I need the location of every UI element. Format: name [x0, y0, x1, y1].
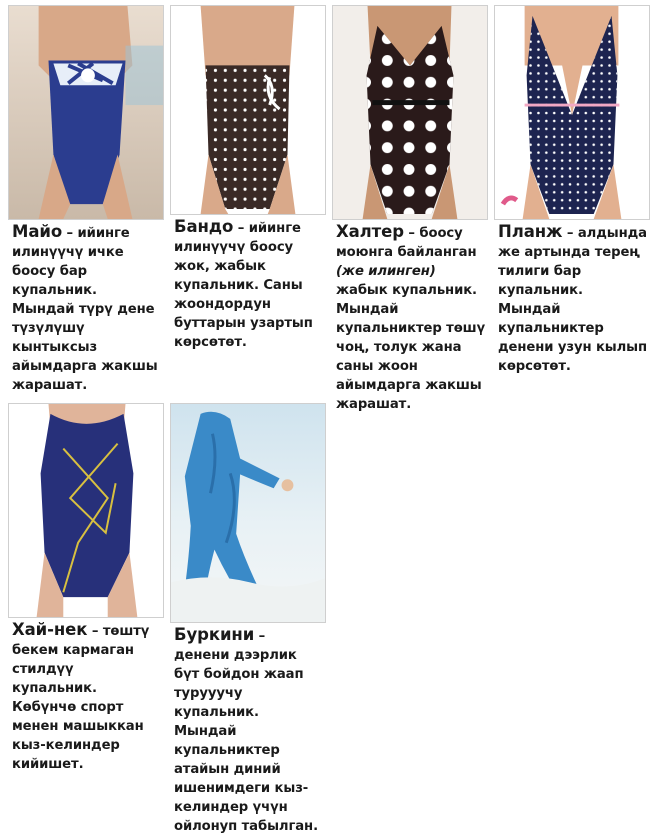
halter-text: – боосу моюнга байланган	[336, 226, 477, 260]
plunge-illustration	[495, 6, 649, 219]
halter-caption	[336, 222, 486, 414]
swimsuit-card-high-neck	[8, 403, 164, 772]
swimsuit-card-plunge	[494, 5, 650, 375]
halter-term: Халтер	[336, 222, 404, 241]
plunge-photo	[494, 5, 650, 220]
bando-illustration	[171, 6, 325, 214]
halter-text-italic: (же илинген)	[336, 264, 436, 279]
high-neck-illustration	[9, 404, 163, 617]
burkini-caption	[174, 625, 324, 836]
halter-illustration	[333, 6, 487, 219]
plunge-term: Планж	[498, 222, 563, 241]
high-neck-term: Хай-нек	[12, 620, 88, 639]
bando-photo	[170, 5, 326, 215]
swimsuit-card-halter	[332, 5, 488, 412]
swimsuit-card-bando	[170, 5, 326, 375]
mayo-term: Майо	[12, 222, 63, 241]
high-neck-photo	[8, 403, 164, 618]
bando-caption	[174, 217, 324, 352]
plunge-caption	[498, 222, 648, 376]
mayo-photo	[8, 5, 164, 220]
mayo-caption	[12, 222, 162, 395]
high-neck-caption	[12, 620, 162, 774]
burkini-text: – денени дээрлик бүт бойдон жаап турууучу купальник. Мындай купальниктер атайын диний ишенимдеги кыз-келиндер үчүн ойлонуп табылган.	[174, 629, 318, 834]
high-neck-text: – төштү бекем кармаган стилдүү купальник. Көбүнчө спорт менен машыккан кыз-келиндер кийишет.	[12, 624, 150, 772]
bando-text: – ийинге илинүүчү боосу жок, жабык купальник. Саны жоондордун буттарын узартып көрсөтөт.	[174, 221, 313, 350]
mayo-illustration	[9, 6, 163, 219]
burkini-illustration	[171, 404, 325, 622]
bando-term: Бандо	[174, 217, 234, 236]
burkini-photo	[170, 403, 326, 623]
swimsuit-card-mayo	[8, 5, 164, 393]
plunge-text: – алдында же артында терең тилиги бар купальник. Мындай купальниктер денени узун кылып көрсөтөт.	[498, 226, 648, 374]
halter-text-2: жабык купальник. Мындай купальниктер төшү чоң, толук жана саны жоон айымдарга жакшы жарашат.	[336, 283, 486, 412]
burkini-term: Буркини	[174, 625, 255, 644]
swimsuit-card-burkini	[170, 403, 326, 834]
mayo-text: – ийинге илинүүчү ичке боосу бар купальник. Мындай түрү дене түзүлүшү кынтыксыз айымдарга жакшы жарашат.	[12, 226, 158, 393]
halter-photo	[332, 5, 488, 220]
